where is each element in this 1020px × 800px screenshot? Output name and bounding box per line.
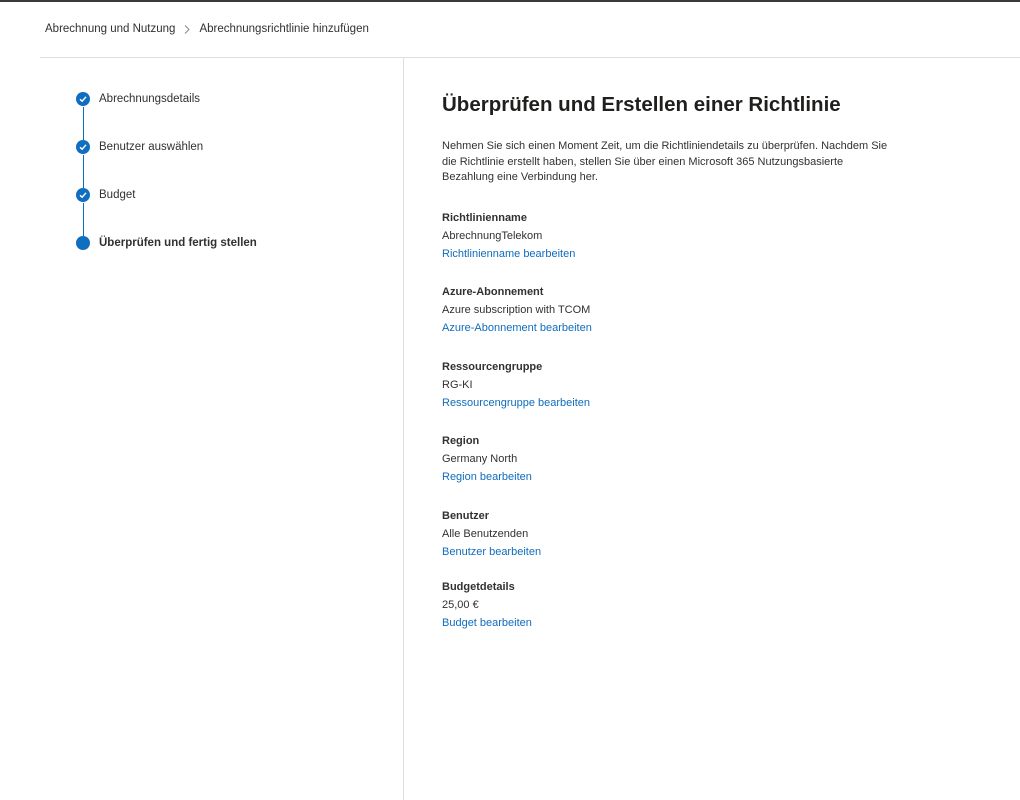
checkmark-icon	[76, 188, 90, 202]
edit-region-link[interactable]: Region bearbeiten	[442, 471, 532, 483]
step-label: Abrechnungsdetails	[99, 93, 201, 105]
panel-divider	[403, 58, 404, 800]
header-divider	[40, 57, 1020, 58]
step-connector	[83, 107, 84, 140]
edit-azure-subscription-link[interactable]: Azure-Abonnement bearbeiten	[442, 322, 592, 334]
section-value: Alle Benutzenden	[442, 528, 529, 540]
step-label: Benutzer auswählen	[99, 141, 204, 153]
edit-budget-link[interactable]: Budget bearbeiten	[442, 617, 532, 629]
step-label: Budget	[99, 189, 136, 201]
page-title: Überprüfen und Erstellen einer Richtlinie	[442, 93, 841, 116]
section-heading: Region	[442, 435, 480, 447]
step-connector	[83, 203, 84, 236]
page-description: Nehmen Sie sich einen Moment Zeit, um die Richtliniendetails zu überprüfen. Nachdem Sie die Richtlinie erstellt haben, stellen Sie über einen Microsoft 365 Nutzungsbasierte Bezahlung eine Verbindung her.	[442, 140, 888, 183]
breadcrumb-item-billing-usage[interactable]: Abrechnung und Nutzung	[45, 23, 176, 35]
window-top-border	[0, 0, 1020, 2]
review-panel	[442, 92, 902, 629]
step-connector	[83, 155, 84, 188]
breadcrumb-item-add-billing-policy: Abrechnungsrichtlinie hinzufügen	[199, 23, 369, 35]
section-heading: Azure-Abonnement	[442, 286, 544, 298]
edit-resource-group-link[interactable]: Ressourcengruppe bearbeiten	[442, 397, 590, 409]
checkmark-icon	[76, 140, 90, 154]
section-heading: Richtlinienname	[442, 212, 527, 224]
section-resource-group	[442, 360, 590, 410]
section-heading: Ressourcengruppe	[442, 361, 543, 373]
chevron-right-icon	[184, 25, 190, 34]
edit-users-link[interactable]: Benutzer bearbeiten	[442, 546, 542, 558]
checkmark-icon	[76, 92, 90, 106]
edit-policy-name-link[interactable]: Richtlinienname bearbeiten	[442, 248, 576, 260]
section-heading: Budgetdetails	[442, 581, 515, 593]
section-policy-name	[442, 211, 575, 261]
current-step-dot-icon	[76, 236, 90, 250]
section-azure-subscription	[442, 285, 592, 335]
section-users	[442, 509, 541, 559]
section-value: AbrechnungTelekom	[442, 230, 543, 242]
section-value: Azure subscription with TCOM	[442, 304, 591, 316]
section-budget-details	[442, 580, 532, 630]
section-value: RG-KI	[442, 379, 473, 391]
section-region	[442, 434, 532, 484]
breadcrumb	[45, 23, 369, 35]
step-label: Überprüfen und fertig stellen	[99, 237, 257, 249]
section-heading: Benutzer	[442, 510, 490, 522]
section-value: Germany North	[442, 453, 518, 465]
section-value: 25,00 €	[442, 599, 479, 611]
